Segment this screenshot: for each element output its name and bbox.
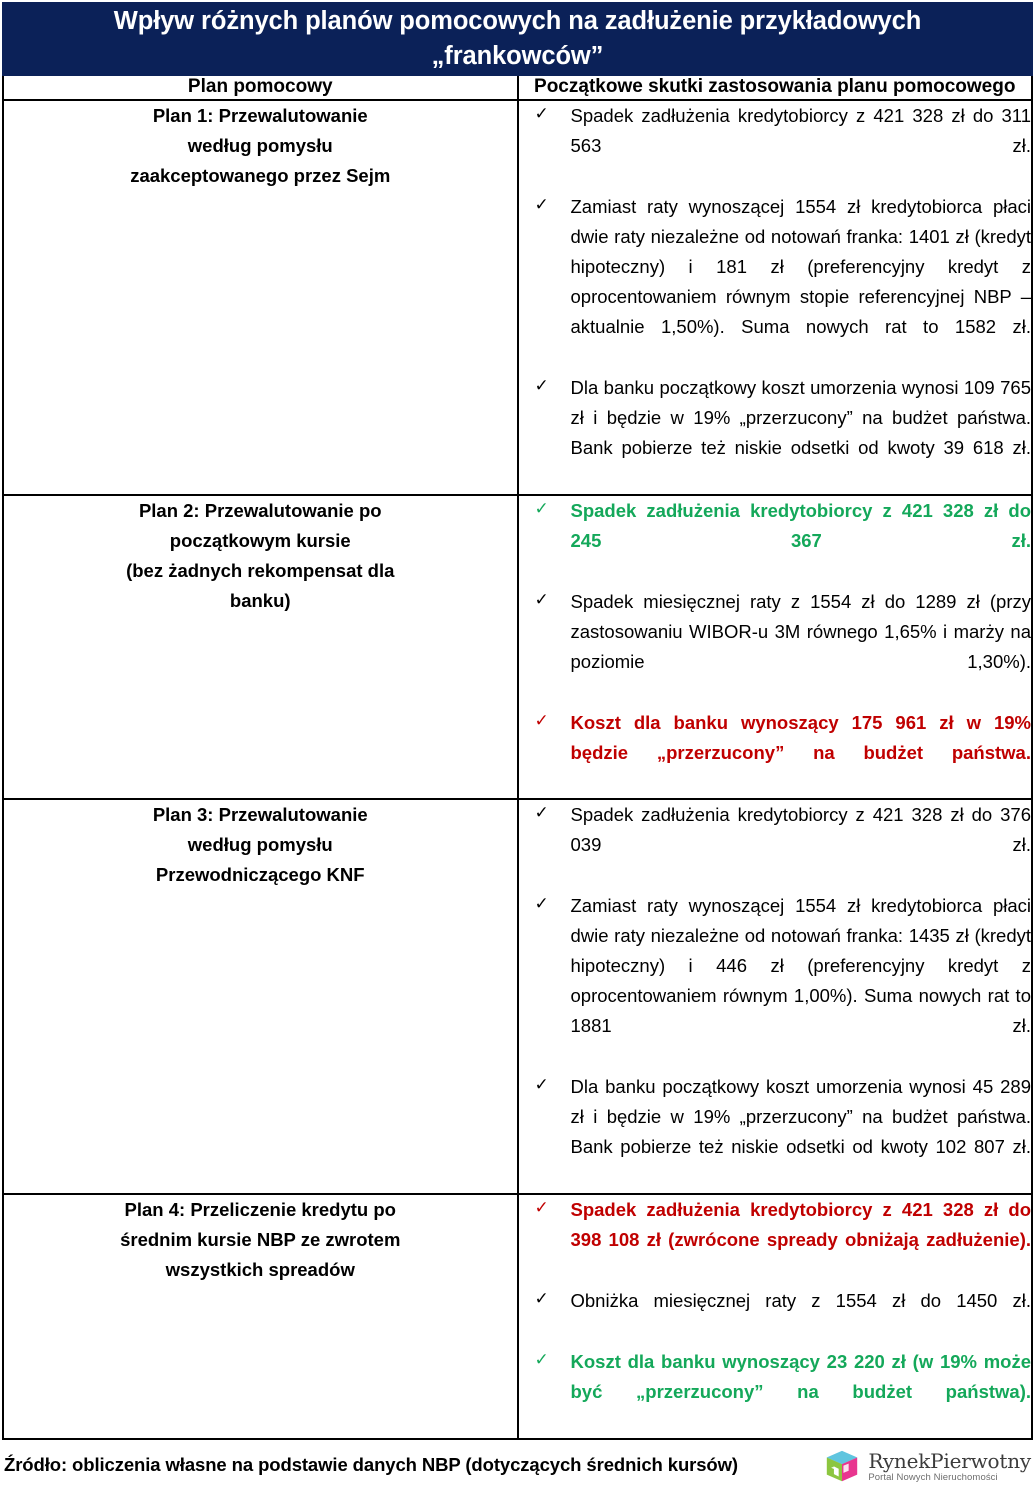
check-icon: ✓ xyxy=(534,803,549,824)
plan-name-line: Plan 3: Przewalutowanie xyxy=(152,804,368,826)
plan-name-line: banku) xyxy=(229,589,291,611)
effect-text: Zamiast raty wynoszącej 1554 zł kredytobiorca płaci dwie raty niezależne od notowań franka: 1435 zł (kredyt hipoteczny) i 446 zł (preferencyjny kredyt z oprocentowaniem równym 1,00%). Suma nowych rat to 1881 zł. xyxy=(570,895,1031,1037)
effect-text: Spadek zadłużenia kredytobiorcy z 421 328 zł do 398 108 zł (zwrócone spready obniżają zadłużenie). xyxy=(570,1199,1031,1251)
effect-text: Zamiast raty wynoszącej 1554 zł kredytobiorca płaci dwie raty niezależne od notowań franka: 1401 zł (kredyt hipoteczny) i 181 zł (preferencyjny kredyt z oprocentowaniem równym stopie referencyjnej NBP – aktualnie 1,50%). Suma nowych rat to 1582 zł. xyxy=(570,196,1031,337)
source-note: Źródło: obliczenia własne na podstawie danych NBP (dotyczących średnich kursów) xyxy=(4,1453,738,1475)
plan-name-line: średnim kursie NBP ze zwrotem xyxy=(120,1229,401,1251)
list-item xyxy=(519,708,1032,798)
effect-text: Dla banku początkowy koszt umorzenia wynosi 45 289 zł i będzie w 19% „przerzucony” na budżet państwa. Bank pobierze też niskie odsetki od kwoty 102 807 zł. xyxy=(570,1076,1031,1158)
plan-name-line: Przewodniczącego KNF xyxy=(155,864,365,886)
list-item xyxy=(519,1347,1032,1437)
check-icon: ✓ xyxy=(534,1075,549,1096)
logo-title: RynekPierwotny xyxy=(868,1449,1031,1474)
logo-subtitle: Portal Nowych Nieruchomości xyxy=(868,1472,998,1484)
plan-name-line: według pomysłu xyxy=(187,834,333,856)
plan-effects-cell xyxy=(518,1194,1033,1439)
list-item xyxy=(519,101,1032,191)
effect-text: Spadek miesięcznej raty z 1554 zł do 1289 zł (przy zastosowaniu WIBOR-u 3M równego 1,65% i marży na poziomie 1,30%). xyxy=(570,590,1031,672)
plan-name-line: zaakceptowanego przez Sejm xyxy=(130,165,391,187)
effect-text: Spadek zadłużenia kredytobiorcy z 421 328 zł do 245 367 zł. xyxy=(570,499,1031,551)
plans-comparison-table xyxy=(2,2,1033,1440)
check-icon: ✓ xyxy=(534,195,549,216)
check-icon: ✓ xyxy=(534,1349,549,1370)
list-item xyxy=(519,1195,1032,1285)
plan-name-cell xyxy=(3,1194,518,1439)
table-row xyxy=(3,100,1032,495)
list-item xyxy=(519,1286,1032,1346)
check-icon: ✓ xyxy=(534,710,549,731)
plan-effects-cell xyxy=(518,100,1033,495)
table-header-row xyxy=(3,75,1032,100)
plan-effects-cell xyxy=(518,799,1033,1194)
plan-effects-cell xyxy=(518,495,1033,800)
table-row xyxy=(3,1194,1032,1439)
check-icon: ✓ xyxy=(534,375,549,396)
table-row xyxy=(3,799,1032,1194)
plan-name-line: wszystkich spreadów xyxy=(165,1258,355,1280)
effect-text: Koszt dla banku wynoszący 175 961 zł w 19% będzie „przerzucony” na budżet państwa. xyxy=(570,711,1031,763)
effect-text: Koszt dla banku wynoszący 23 220 zł (w 19% może być „przerzucony” na budżet państwa). xyxy=(570,1350,1031,1402)
check-icon: ✓ xyxy=(534,1288,549,1309)
column-header-plan: Plan pomocowy xyxy=(3,75,518,100)
check-icon: ✓ xyxy=(534,104,549,125)
check-icon: ✓ xyxy=(534,589,549,610)
cube-house-logo-icon xyxy=(823,1448,861,1486)
rynekpierwotny-logo[interactable] xyxy=(823,1448,1031,1486)
plan-name-cell xyxy=(3,799,518,1194)
list-item xyxy=(519,800,1032,890)
effect-text: Spadek zadłużenia kredytobiorcy z 421 328 zł do 311 563 zł. xyxy=(570,105,1031,157)
plan-name-line: Plan 4: Przeliczenie kredytu po xyxy=(124,1199,396,1221)
column-header-effects: Początkowe skutki zastosowania planu pomocowego xyxy=(518,75,1033,100)
list-item xyxy=(519,1072,1032,1192)
plan-name-line: według pomysłu xyxy=(187,135,333,157)
effects-list xyxy=(519,101,1032,493)
list-item xyxy=(519,587,1032,707)
table-title-row xyxy=(3,3,1032,75)
effect-text: Dla banku początkowy koszt umorzenia wynosi 109 765 zł i będzie w 19% „przerzucony” na budżet państwa. Bank pobierze też niskie odsetki od kwoty 39 618 zł. xyxy=(570,376,1031,458)
plan-name-line: początkowym kursie xyxy=(169,529,351,551)
list-item xyxy=(519,496,1032,586)
effects-list xyxy=(519,1195,1032,1437)
effects-list xyxy=(519,800,1032,1192)
title-line-2: „frankowców” xyxy=(431,42,604,71)
check-icon: ✓ xyxy=(534,498,549,519)
table-row xyxy=(3,495,1032,800)
check-icon: ✓ xyxy=(534,894,549,915)
title-banner xyxy=(3,3,1032,75)
footer xyxy=(2,1448,1033,1498)
effect-text: Obniżka miesięcznej raty z 1554 zł do 1450 zł. xyxy=(570,1289,1031,1311)
plan-name-cell xyxy=(3,495,518,800)
title-line-1: Wpływ różnych planów pomocowych na zadłużenie przykładowych xyxy=(113,7,922,35)
list-item xyxy=(519,373,1032,493)
list-item xyxy=(519,891,1032,1071)
plan-name-line: Plan 2: Przewalutowanie po xyxy=(138,499,382,521)
plan-name-line: Plan 1: Przewalutowanie xyxy=(152,105,368,127)
plan-name-cell xyxy=(3,100,518,495)
infographic-page xyxy=(0,2,1035,1484)
plan-name-line: (bez żadnych rekompensat dla xyxy=(126,559,395,581)
check-icon: ✓ xyxy=(534,1198,549,1219)
logo-wordmark xyxy=(868,1451,1031,1483)
effect-text: Spadek zadłużenia kredytobiorcy z 421 328 zł do 376 039 zł. xyxy=(570,804,1031,856)
effects-list xyxy=(519,496,1032,798)
list-item xyxy=(519,192,1032,372)
